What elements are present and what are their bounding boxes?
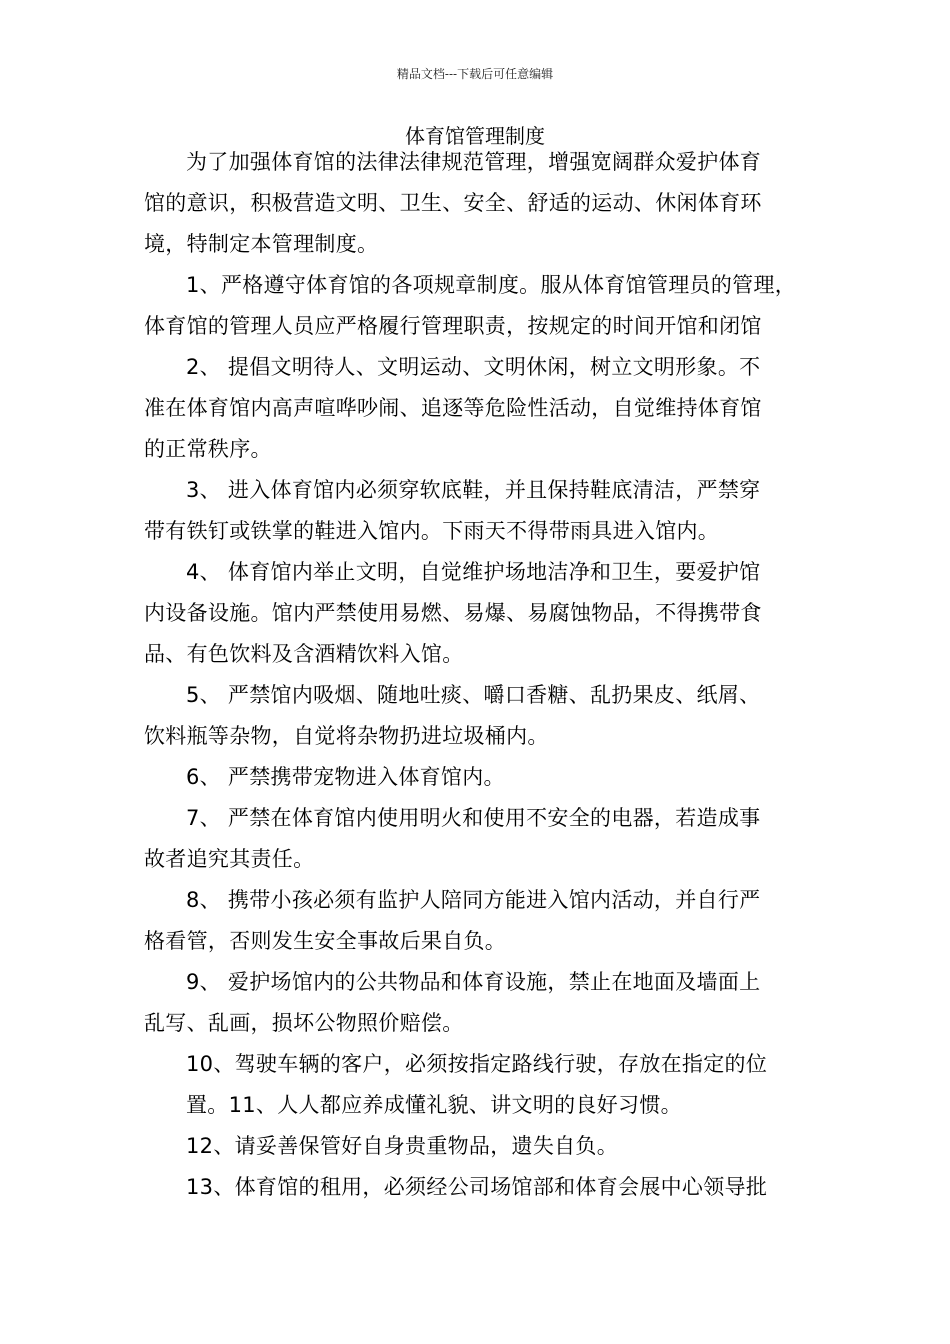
body-line: 13、体育馆的租用，必须经公司场馆部和体育会展中心领导批 <box>186 1175 768 1199</box>
body-line: 9、 爱护场馆内的公共物品和体育设施，禁止在地面及墙面上 <box>186 970 761 994</box>
body-line: 带有铁钉或铁掌的鞋进入馆内。下雨天不得带雨具进入馆内。 <box>144 519 720 543</box>
body-line: 6、 严禁携带宠物进入体育馆内。 <box>186 765 505 789</box>
body-line: 馆的意识，积极营造文明、卫生、安全、舒适的运动、休闲体育环 <box>144 191 762 215</box>
body-line: 体育馆的管理人员应严格履行管理职责，按规定的时间开馆和闭馆 <box>144 314 762 338</box>
body-line: 5、 严禁馆内吸烟、随地吐痰、嚼口香糖、乱扔果皮、纸屑、 <box>186 683 761 707</box>
body-line: 7、 严禁在体育馆内使用明火和使用不安全的电器，若造成事 <box>186 806 761 830</box>
body-line: 12、请妥善保管好自身贵重物品，遗失自负。 <box>186 1134 619 1158</box>
body-line: 准在体育馆内高声喧哗吵闹、追逐等危险性活动，自觉维持体育馆 <box>144 396 762 420</box>
body-line: 内设备设施。馆内严禁使用易燃、易爆、易腐蚀物品，不得携带食 <box>144 601 762 625</box>
body-line: 故者追究其责任。 <box>144 847 315 871</box>
body-line: 2、 提倡文明待人、文明运动、文明休闲，树立文明形象。不 <box>186 355 761 379</box>
document-body <box>144 142 810 1208</box>
body-line: 格看管，否则发生安全事故后果自负。 <box>144 929 507 953</box>
body-line: 为了加强体育馆的法律法律规范管理，增强宽阔群众爱护体育 <box>186 150 762 174</box>
body-line: 置。11、人人都应养成懂礼貌、讲文明的良好习惯。 <box>186 1093 682 1117</box>
body-line: 境，特制定本管理制度。 <box>144 232 379 256</box>
document-title: 体育馆管理制度 <box>405 124 545 148</box>
body-line: 1、严格遵守体育馆的各项规章制度。服从体育馆管理员的管理， <box>186 273 797 297</box>
body-line: 3、 进入体育馆内必须穿软底鞋，并且保持鞋底清洁，严禁穿 <box>186 478 761 502</box>
body-line: 10、驾驶车辆的客户，必须按指定路线行驶，存放在指定的位 <box>186 1052 768 1076</box>
body-line: 饮料瓶等杂物，自觉将杂物扔进垃圾桶内。 <box>144 724 549 748</box>
body-line: 乱写、乱画，损坏公物照价赔偿。 <box>144 1011 464 1035</box>
body-line: 的正常秩序。 <box>144 437 272 461</box>
page-header-note: 精品文档---下载后可任意编辑 <box>396 67 554 81</box>
body-line: 4、 体育馆内举止文明，自觉维护场地洁净和卫生，要爱护馆 <box>186 560 761 584</box>
body-line: 品、有色饮料及含酒精饮料入馆。 <box>144 642 464 666</box>
body-line: 8、 携带小孩必须有监护人陪同方能进入馆内活动，并自行严 <box>186 888 761 912</box>
